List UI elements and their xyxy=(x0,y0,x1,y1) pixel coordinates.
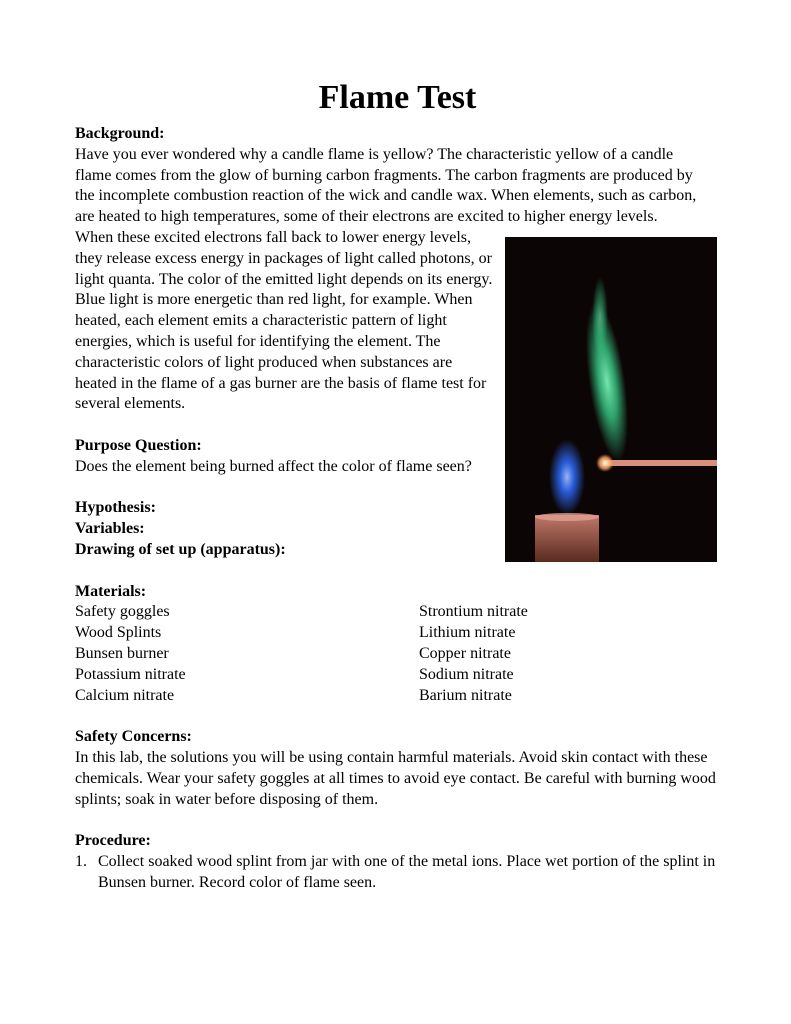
material-item: Wood Splints xyxy=(75,624,162,642)
material-item: Sodium nitrate xyxy=(419,665,514,683)
background-body: When these excited electrons fall back to lower energy levels, they release excess energy in packages of light called photons, or light quanta. The color of the emitted light depends on its energy. Blue light is more energetic than red light, for example. When heated, each element emits a characteristic pattern of light energies, which is useful for identifying the element. The characteristic colors of light produced when substances are heated in the flame of a gas burner are the basis of flame test for several elements. xyxy=(75,228,493,413)
procedure-step-text: Collect soaked wood splint from jar with one of the metal ions. Place wet portion of the splint in Bunsen burner. Record color of flame seen. xyxy=(98,852,716,891)
materials-right-column xyxy=(419,602,719,706)
splint-ember xyxy=(596,454,614,472)
background-heading: Background: xyxy=(75,125,165,142)
bunsen-burner xyxy=(535,515,599,562)
procedure-step-number: 1. xyxy=(75,852,87,870)
material-item: Copper nitrate xyxy=(419,644,511,662)
background-intro: Have you ever wondered why a candle flame is yellow? The characteristic yellow of a candle flame comes from the glow of burning carbon fragments. The carbon fragments are produced by the incomplete combustion reaction of the wick and candle wax. When elements, such as carbon, are heated to high temperatures, some of their electrons are excited to higher energy levels. xyxy=(75,145,697,226)
safety-heading: Safety Concerns: xyxy=(75,728,192,746)
flame-photo-graphic xyxy=(505,237,717,562)
procedure-heading: Procedure: xyxy=(75,832,151,850)
purpose-text: Does the element being burned affect the color of flame seen? xyxy=(75,457,472,475)
blue-flame xyxy=(549,439,585,515)
flame-photo-icon xyxy=(505,237,717,562)
burner-rim xyxy=(535,513,599,521)
material-item: Barium nitrate xyxy=(419,686,512,704)
hypothesis-heading: Hypothesis: xyxy=(75,499,156,517)
material-item: Safety goggles xyxy=(75,603,170,621)
materials-left-column xyxy=(75,602,419,706)
variables-heading: Variables: xyxy=(75,520,145,538)
materials-list xyxy=(75,602,720,706)
materials-heading: Materials: xyxy=(75,582,147,600)
green-flame-tip xyxy=(592,277,608,357)
wood-splint xyxy=(603,460,717,466)
material-item: Strontium nitrate xyxy=(419,603,528,621)
procedure-step xyxy=(75,852,720,894)
drawing-heading: Drawing of set up (apparatus): xyxy=(75,540,286,558)
safety-text: In this lab, the solutions you will be using contain harmful materials. Avoid skin contact with these chemicals. Wear your safety goggles at all times to avoid eye contact. Be careful with burning wood splints; soak in water before disposing of them. xyxy=(75,748,716,808)
purpose-heading: Purpose Question: xyxy=(75,436,202,454)
material-item: Bunsen burner xyxy=(75,644,169,662)
page-title: Flame Test xyxy=(318,79,477,116)
material-item: Calcium nitrate xyxy=(75,686,175,704)
material-item: Lithium nitrate xyxy=(419,624,516,642)
material-item: Potassium nitrate xyxy=(75,665,186,683)
